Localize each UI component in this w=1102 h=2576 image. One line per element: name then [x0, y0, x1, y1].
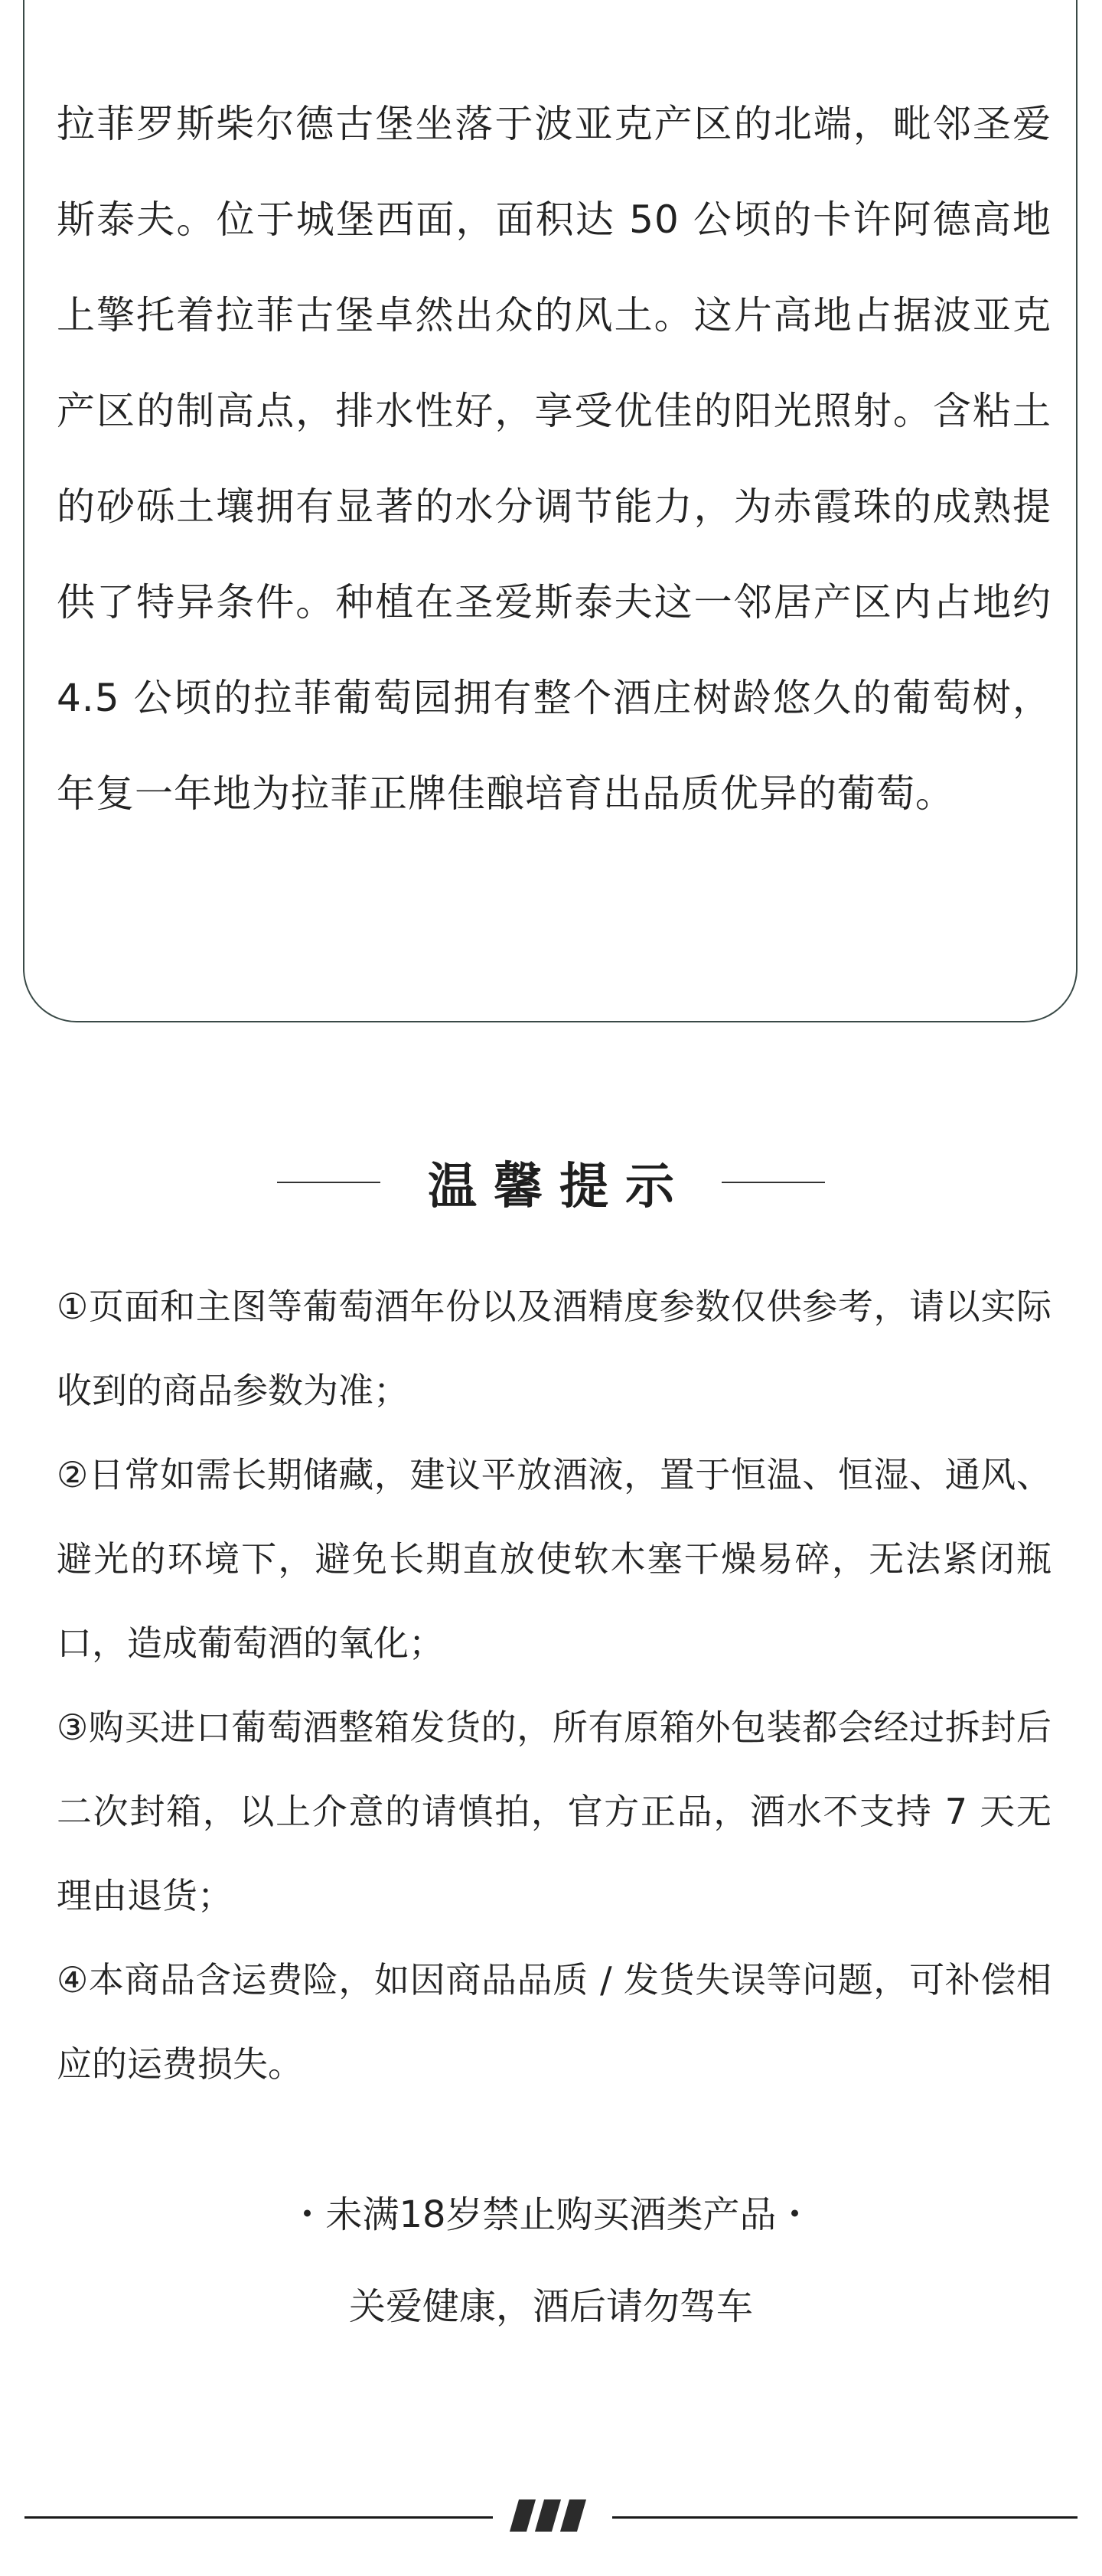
slash-mark: [510, 2499, 536, 2532]
heading-divider-right: [722, 1182, 825, 1183]
tips-list: [57, 1264, 1051, 2106]
drink-drive-notice: 关爱健康，酒后请勿驾车: [348, 2285, 753, 2328]
slash-mark: [535, 2499, 561, 2532]
slash-mark: [560, 2499, 586, 2532]
footer-slash-ornament: [514, 2499, 582, 2532]
footer-divider-left: [24, 2516, 493, 2519]
heading-divider-left: [277, 1182, 380, 1183]
tips-heading: [0, 1148, 1102, 1217]
age-restriction-notice: ・未满18岁禁止购买酒类产品・: [289, 2193, 813, 2236]
tip-item-3: ③购买进口葡萄酒整箱发货的，所有原箱外包装都会经过拆封后二次封箱，以上介意的请慎拍，官方正品，酒水不支持 7 天无理由退货；: [57, 1707, 1051, 1916]
tip-item-2: ②日常如需长期储藏，建议平放酒液，置于恒温、恒湿、通风、避光的环境下，避免长期直放使软木塞干燥易碎，无法紧闭瓶口，造成葡萄酒的氧化；: [57, 1454, 1051, 1664]
tip-item-4: ④本商品含运费险，如因商品品质 / 发货失误等问题，可补偿相应的运费损失。: [57, 1959, 1051, 2085]
footer-divider-right: [612, 2516, 1078, 2519]
tips-title: 温馨提示: [428, 1158, 691, 1215]
tip-item-1: ①页面和主图等葡萄酒年份以及酒精度参数仅供参考，请以实际收到的商品参数为准；: [57, 1286, 1051, 1411]
intro-paragraph: 拉菲罗斯柴尔德古堡坐落于波亚克产区的北端，毗邻圣爱斯泰夫。位于城堡西面，面积达 50 公顷的卡许阿德高地上擎托着拉菲古堡卓然出众的风土。这片高地占据波亚克产区的制高点，排水性好，享受优佳的阳光照射。含粘土的砂砾土壤拥有显著的水分调节能力，为赤霞珠的成熟提供了特异条件。种植在圣爱斯泰夫这一邻居产区内占地约 4.5 公顷的拉菲葡萄园拥有整个酒庄树龄悠久的葡萄树，年复一年地为拉菲正牌佳酿培育出品质优异的葡萄。: [57, 102, 1051, 816]
